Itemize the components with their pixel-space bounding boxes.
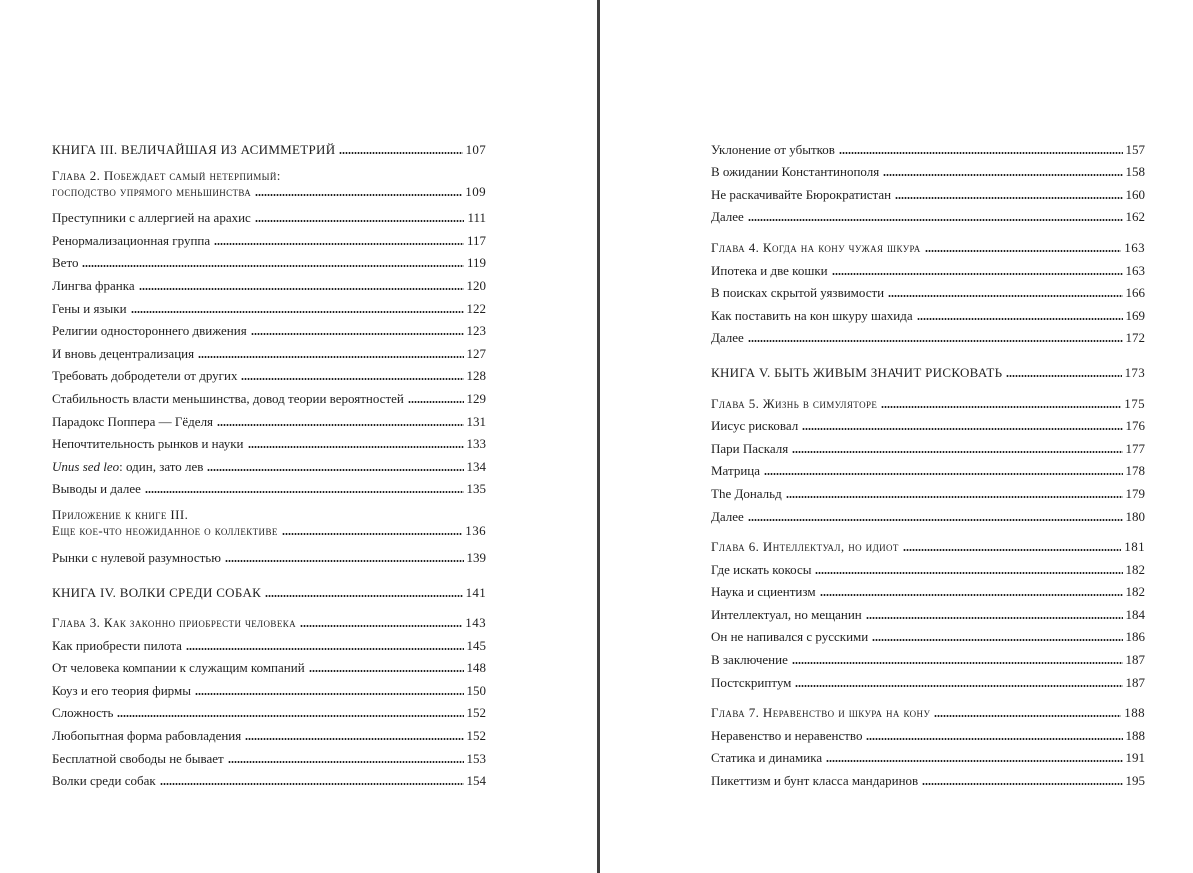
section-gap — [711, 225, 1145, 233]
toc-book-entry[interactable] — [711, 358, 1145, 381]
toc-entry[interactable] — [52, 339, 486, 362]
dot-leader — [186, 648, 464, 650]
dot-leader — [866, 617, 1123, 619]
toc-entry-title: Волки среди собак — [52, 773, 156, 789]
toc-entry-title: The Дональд — [711, 485, 782, 501]
toc-entry[interactable] — [52, 699, 486, 722]
toc-page-number: 160 — [1125, 186, 1145, 202]
toc-entry[interactable] — [711, 457, 1145, 480]
toc-entry-title: Как поставить на кон шкуру шахида — [711, 307, 913, 323]
dot-leader — [792, 662, 1123, 664]
toc-entry-title: Уклонение от убытков — [711, 141, 835, 157]
toc-page-number: 128 — [466, 368, 486, 384]
dot-leader — [251, 333, 464, 335]
toc-page-number: 133 — [466, 436, 486, 452]
toc-chapter-entry[interactable] — [711, 389, 1145, 412]
toc-entry[interactable] — [711, 555, 1145, 578]
toc-entry[interactable] — [711, 324, 1145, 347]
dot-leader — [820, 594, 1123, 596]
toc-entry-title: Любопытная форма рабовладения — [52, 728, 242, 744]
dot-leader — [217, 424, 463, 426]
toc-page-number: 107 — [465, 141, 486, 157]
dot-leader — [748, 519, 1123, 521]
toc-page-number: 157 — [1125, 141, 1145, 157]
dot-leader — [903, 549, 1121, 551]
section-gap — [52, 601, 486, 609]
dot-leader — [265, 595, 462, 597]
toc-page-number: 191 — [1125, 750, 1145, 766]
toc-entry[interactable] — [52, 631, 486, 654]
toc-chapter-entry[interactable] — [711, 233, 1145, 256]
toc-page-number: 117 — [466, 232, 486, 248]
toc-page-number: 139 — [466, 549, 486, 565]
toc-entry[interactable] — [52, 430, 486, 453]
toc-entry-title: Требовать добродетели от других — [52, 368, 238, 384]
toc-entry[interactable] — [711, 434, 1145, 457]
dot-leader — [792, 451, 1122, 453]
dot-leader — [888, 295, 1122, 297]
toc-entry-title: Глава 3. Как законно приобрести человека — [52, 615, 297, 631]
toc-entry[interactable] — [711, 766, 1145, 789]
toc-entry-title: Ренормализационная группа — [52, 232, 211, 248]
toc-entry[interactable] — [711, 158, 1145, 181]
toc-entry-title: Религии одностороннего движения — [52, 323, 247, 339]
toc-page-number: 169 — [1125, 307, 1145, 323]
dot-leader — [872, 639, 1122, 641]
toc-page-number: 120 — [466, 277, 486, 293]
toc-page-number: 172 — [1125, 330, 1145, 346]
toc-page-number: 145 — [466, 637, 486, 653]
toc-entry[interactable] — [52, 676, 486, 699]
toc-book-entry[interactable] — [52, 135, 486, 158]
toc-entry-title: Иисус рисковал — [711, 418, 799, 434]
toc-entry-title: Глава 6. Интеллектуал, но идиот — [711, 539, 899, 555]
toc-entry[interactable] — [711, 135, 1145, 158]
toc-entry[interactable] — [52, 226, 486, 249]
toc-chapter-entry[interactable] — [711, 533, 1145, 556]
dot-leader — [786, 496, 1123, 498]
toc-entry[interactable] — [711, 668, 1145, 691]
toc-entry-title-line1: Приложение к книге III. — [52, 507, 189, 523]
dot-leader — [1006, 375, 1121, 377]
toc-page-number: 127 — [466, 345, 486, 361]
toc-page-number: 136 — [465, 523, 486, 539]
toc-entry-line2 — [52, 523, 486, 539]
toc-page-number: 188 — [1124, 705, 1145, 721]
dot-leader — [214, 243, 464, 245]
toc-page-number: 195 — [1125, 773, 1145, 789]
toc-page-number: 129 — [466, 390, 486, 406]
toc-entry-title: Неравенство и неравенство — [711, 727, 863, 743]
toc-entry-title: Пикеттизм и бунт класса мандаринов — [711, 773, 919, 789]
toc-page-number: 177 — [1125, 440, 1145, 456]
section-gap — [52, 566, 486, 578]
section-gap — [711, 525, 1145, 533]
toc-entry-title: И вновь децентрализация — [52, 345, 195, 361]
dot-leader — [300, 625, 462, 627]
section-gap — [52, 158, 486, 166]
toc-entry[interactable] — [52, 317, 486, 340]
toc-entry-title: Лингва франка — [52, 277, 135, 293]
toc-chapter-entry[interactable] — [711, 699, 1145, 722]
toc-page-number: 154 — [466, 773, 486, 789]
toc-entry-title-italic: Unus sed leo — [52, 458, 120, 474]
dot-leader — [839, 152, 1123, 154]
toc-entry-title: Не раскачивайте Бюрократистан — [711, 186, 892, 202]
toc-entry[interactable] — [52, 543, 486, 566]
toc-page-number: 182 — [1125, 561, 1145, 577]
toc-entry-title: Матрица — [711, 463, 761, 479]
toc-entry[interactable] — [711, 721, 1145, 744]
dot-leader — [255, 220, 465, 222]
toc-right — [711, 135, 1145, 789]
toc-entry[interactable] — [711, 600, 1145, 623]
dot-leader — [832, 273, 1123, 275]
toc-page-number: 163 — [1125, 262, 1145, 278]
right-page — [600, 0, 1193, 873]
toc-page-number: 175 — [1124, 395, 1145, 411]
toc-entry-title: Глава 4. Когда на кону чужая шкура — [711, 239, 921, 255]
dot-leader — [748, 219, 1123, 221]
dot-leader — [228, 761, 464, 763]
toc-entry-title: Стабильность власти меньшинства, довод теории вероятностей — [52, 390, 404, 406]
dot-leader — [82, 265, 464, 267]
toc-entry[interactable] — [711, 623, 1145, 646]
toc-entry[interactable] — [711, 180, 1145, 203]
toc-entry-title: Наука и сциентизм — [711, 584, 816, 600]
dot-leader — [255, 194, 462, 196]
section-gap — [52, 497, 486, 505]
dot-leader — [826, 760, 1122, 762]
toc-entry[interactable] — [711, 645, 1145, 668]
toc-entry-title: Бесплатной свободы не бывает — [52, 750, 224, 766]
toc-entry-title: Далее — [711, 508, 744, 524]
toc-page-number: 180 — [1125, 508, 1145, 524]
toc-chapter-entry[interactable] — [52, 166, 486, 204]
toc-page-number: 148 — [466, 660, 486, 676]
dot-leader — [866, 738, 1122, 740]
toc-page-number: 158 — [1125, 164, 1145, 180]
dot-leader — [198, 356, 463, 358]
toc-entry[interactable] — [711, 578, 1145, 601]
toc-entry-title: Пари Паскаля — [711, 440, 789, 456]
toc-entry-title: Далее — [711, 330, 744, 346]
section-gap — [711, 381, 1145, 389]
dot-leader — [117, 715, 463, 717]
dot-leader — [241, 378, 463, 380]
toc-entry[interactable] — [52, 721, 486, 744]
toc-entry[interactable] — [711, 279, 1145, 302]
dot-leader — [207, 469, 463, 471]
toc-page-number: 153 — [466, 750, 486, 766]
toc-entry[interactable] — [52, 452, 486, 475]
toc-book-entry[interactable] — [52, 578, 486, 601]
toc-entry-title: Гены и языки — [52, 300, 127, 316]
section-gap — [711, 346, 1145, 358]
toc-entry-title: Постскриптум — [711, 674, 792, 690]
toc-entry[interactable] — [52, 384, 486, 407]
dot-leader — [764, 473, 1122, 475]
dot-leader — [160, 783, 464, 785]
toc-entry-title-line1: Глава 2. Побеждает самый нетерпимый: — [52, 167, 281, 183]
toc-entry-title: От человека компании к служащим компаний — [52, 660, 305, 676]
toc-page-number: 173 — [1124, 364, 1145, 380]
dot-leader — [408, 401, 464, 403]
toc-entry-title-rest: : один, зато лев — [119, 458, 204, 474]
dot-leader — [883, 174, 1122, 176]
toc-entry-title: Преступники с аллергией на арахис — [52, 210, 251, 226]
toc-entry-title: КНИГА IV. ВОЛКИ СРЕДИ СОБАК — [52, 584, 262, 600]
toc-entry[interactable] — [711, 301, 1145, 324]
section-gap — [711, 691, 1145, 699]
toc-page-number: 119 — [466, 255, 486, 271]
toc-entry-title: Он не напивался с русскими — [711, 629, 869, 645]
toc-page-number: 141 — [465, 584, 486, 600]
toc-entry[interactable] — [711, 412, 1145, 435]
dot-leader — [339, 152, 462, 154]
toc-page-number: 166 — [1125, 285, 1145, 301]
toc-entry-title: Парадокс Поппера — Гёделя — [52, 413, 214, 429]
toc-page-number: 143 — [465, 615, 486, 631]
toc-entry[interactable] — [52, 271, 486, 294]
toc-entry-title: КНИГА V. БЫТЬ ЖИВЫМ ЗНАЧИТ РИСКОВАТЬ — [711, 364, 1003, 380]
toc-page-number: 150 — [466, 682, 486, 698]
dot-leader — [795, 685, 1122, 687]
dot-leader — [225, 560, 464, 562]
dot-leader — [895, 197, 1122, 199]
toc-page-number: 181 — [1124, 539, 1145, 555]
toc-entry-title: В ожидании Константинополя — [711, 164, 880, 180]
toc-entry-title: КНИГА III. ВЕЛИЧАЙШАЯ ИЗ АСИММЕТРИЙ — [52, 141, 336, 157]
toc-page-number: 122 — [466, 300, 486, 316]
toc-entry-title: Непочтительность рынков и науки — [52, 436, 244, 452]
toc-entry[interactable] — [711, 203, 1145, 226]
dot-leader — [917, 318, 1123, 320]
dot-leader — [925, 250, 1122, 252]
toc-entry-title: Глава 7. Неравенство и шкура на кону — [711, 705, 931, 721]
toc-page-number: 178 — [1125, 463, 1145, 479]
toc-entry[interactable] — [52, 407, 486, 430]
dot-leader — [934, 715, 1121, 717]
toc-entry[interactable] — [52, 204, 486, 227]
dot-leader — [922, 783, 1122, 785]
toc-entry-title: Вето — [52, 255, 79, 271]
toc-entry-title-line2: господство упрямого меньшинства — [52, 183, 252, 199]
toc-page-number: 109 — [465, 183, 486, 199]
toc-page-number: 179 — [1125, 485, 1145, 501]
toc-chapter-entry[interactable] — [52, 505, 486, 543]
toc-page-number: 176 — [1125, 418, 1145, 434]
toc-entry-title: Глава 5. Жизнь в симуляторе — [711, 395, 878, 411]
toc-page-number: 187 — [1125, 674, 1145, 690]
dot-leader — [802, 428, 1122, 430]
toc-entry-line2 — [52, 184, 486, 200]
toc-page-number: 134 — [466, 458, 486, 474]
toc-chapter-entry[interactable] — [52, 609, 486, 632]
toc-entry-title: Сложность — [52, 705, 114, 721]
toc-entry-title: В поисках скрытой уязвимости — [711, 285, 885, 301]
toc-entry-title: Как приобрести пилота — [52, 637, 182, 653]
toc-page-number: 163 — [1124, 239, 1145, 255]
toc-entry[interactable] — [711, 502, 1145, 525]
toc-entry-title: Ипотека и две кошки — [711, 262, 828, 278]
toc-page-number: 135 — [466, 481, 486, 497]
toc-entry[interactable] — [52, 475, 486, 498]
dot-leader — [748, 340, 1123, 342]
toc-entry-title-line2: Еще кое-что неожиданное о коллективе — [52, 523, 278, 539]
toc-page-number: 152 — [466, 705, 486, 721]
dot-leader — [309, 670, 464, 672]
toc-page-number: 187 — [1125, 652, 1145, 668]
toc-entry[interactable] — [711, 479, 1145, 502]
toc-page-number: 188 — [1125, 727, 1145, 743]
toc-entry-title: Рынки с нулевой разумностью — [52, 549, 221, 565]
toc-entry-title: Далее — [711, 209, 744, 225]
toc-page-number: 111 — [467, 210, 486, 226]
dot-leader — [145, 491, 464, 493]
toc-entry[interactable] — [52, 294, 486, 317]
toc-entry[interactable] — [52, 767, 486, 790]
dot-leader — [282, 533, 463, 535]
toc-entry-title: Выводы и далее — [52, 481, 141, 497]
dot-leader — [815, 572, 1122, 574]
toc-entry-title: Где искать кокосы — [711, 561, 812, 577]
toc-entry[interactable] — [711, 256, 1145, 279]
toc-entry-title: В заключение — [711, 652, 788, 668]
toc-page-number: 162 — [1125, 209, 1145, 225]
dot-leader — [245, 738, 463, 740]
toc-entry-title: Интеллектуал, но мещанин — [711, 606, 862, 622]
toc-entry-title: Статика и динамика — [711, 750, 823, 766]
toc-entry[interactable] — [52, 654, 486, 677]
toc-page-number: 182 — [1125, 584, 1145, 600]
toc-entry-title: Коуз и его теория фирмы — [52, 682, 191, 698]
toc-left — [52, 135, 486, 789]
toc-page-number: 184 — [1125, 606, 1145, 622]
toc-page-number: 123 — [466, 323, 486, 339]
dot-leader — [131, 311, 464, 313]
toc-page-number: 186 — [1125, 629, 1145, 645]
toc-entry[interactable] — [711, 744, 1145, 767]
dot-leader — [881, 406, 1121, 408]
toc-entry-title — [52, 459, 203, 475]
dot-leader — [195, 693, 464, 695]
toc-page-number: 131 — [466, 413, 486, 429]
dot-leader — [139, 288, 464, 290]
toc-entry[interactable] — [52, 744, 486, 767]
toc-entry[interactable] — [52, 362, 486, 385]
toc-page-number: 152 — [466, 728, 486, 744]
dot-leader — [248, 446, 464, 448]
toc-entry[interactable] — [52, 249, 486, 272]
